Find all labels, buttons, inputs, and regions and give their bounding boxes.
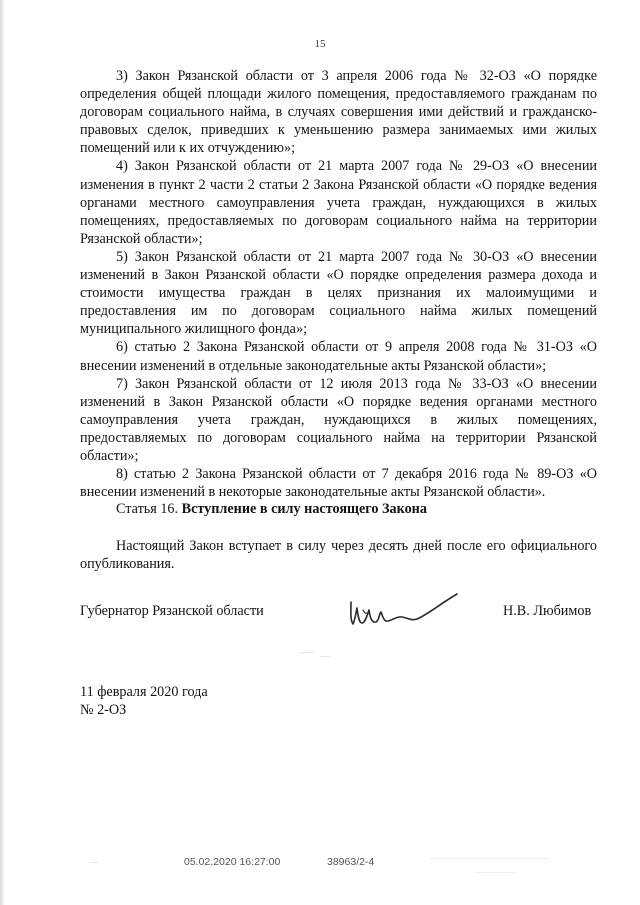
scan-speck bbox=[300, 652, 314, 653]
article-title: Вступление в силу настоящего Закона bbox=[181, 501, 427, 517]
scan-speck bbox=[320, 656, 330, 657]
faint-mark bbox=[430, 858, 550, 859]
footer-timestamp: 05.02.2020 16:27:00 bbox=[184, 856, 281, 868]
list-item: 8) статью 2 Закона Рязанской области от 7 декабря 2016 года № 89-ОЗ «О внесении изменений в некоторые законодательные акты Рязанской области». bbox=[80, 466, 597, 501]
closing-paragraph: Настоящий Закон вступает в силу через десять дней после его официального опубликования. bbox=[80, 538, 597, 573]
list-item: 7) Закон Рязанской области от 12 июля 2013 года № 33-ОЗ «О внесении изменений в Закон Рязанской области «О порядке ведения органами местного самоуправления учета граждан, нуждающихся в жилых помещениях, предоставляемых по договорам социального найма на территории Рязанской области»; bbox=[80, 375, 597, 464]
article-heading bbox=[116, 501, 427, 518]
signer-position: Губернатор Рязанской области bbox=[80, 603, 264, 619]
list-item: 5) Закон Рязанской области от 21 марта 2007 года № 30-ОЗ «О внесении изменений в Закон Рязанской области «О порядке определения размера дохода и стоимости имущества граждан в целях признания их малоимущими и предоставления им по договорам социального найма жилых помещений муниципального жилищного фонда»; bbox=[80, 248, 597, 338]
list-item: 6) статью 2 Закона Рязанской области от 9 апреля 2008 года № 31-ОЗ «О внесении изменений в отдельные законодательные акты Рязанской области»; bbox=[80, 339, 597, 374]
list-item: 3) Закон Рязанской области от 3 апреля 2006 года № 32-ОЗ «О порядке определения общей площади жилого помещения, предоставляемого гражданам по договорам социального найма, в случаях совершения ими действий и гражданско-правовых сделок, приведших к уменьшению размера занимаемых ими жилых помещений или к их отчуждению»; bbox=[80, 68, 597, 157]
article-prefix: Статья 16. bbox=[116, 501, 179, 517]
handwritten-signature bbox=[345, 590, 465, 632]
faint-mark bbox=[475, 872, 515, 873]
repealed-acts-list bbox=[80, 67, 597, 501]
scan-edge bbox=[0, 0, 5, 905]
signing-date: 11 февраля 2020 года bbox=[80, 684, 208, 700]
signer-name: Н.В. Любимов bbox=[503, 603, 592, 619]
page-number: 15 bbox=[314, 38, 326, 50]
list-item: 4) Закон Рязанской области от 21 марта 2007 года № 29-ОЗ «О внесении изменения в пункт 2 части 2 статьи 2 Закона Рязанской области «О порядке ведения органами местного самоуправления учета граждан, нуждающихся в жилых помещениях, предоставляемых по договорам социального найма на территории Рязанской области»; bbox=[80, 158, 597, 247]
footer-code: 38963/2-4 bbox=[327, 856, 375, 868]
law-number: № 2-ОЗ bbox=[80, 702, 127, 718]
faint-mark bbox=[90, 862, 98, 863]
